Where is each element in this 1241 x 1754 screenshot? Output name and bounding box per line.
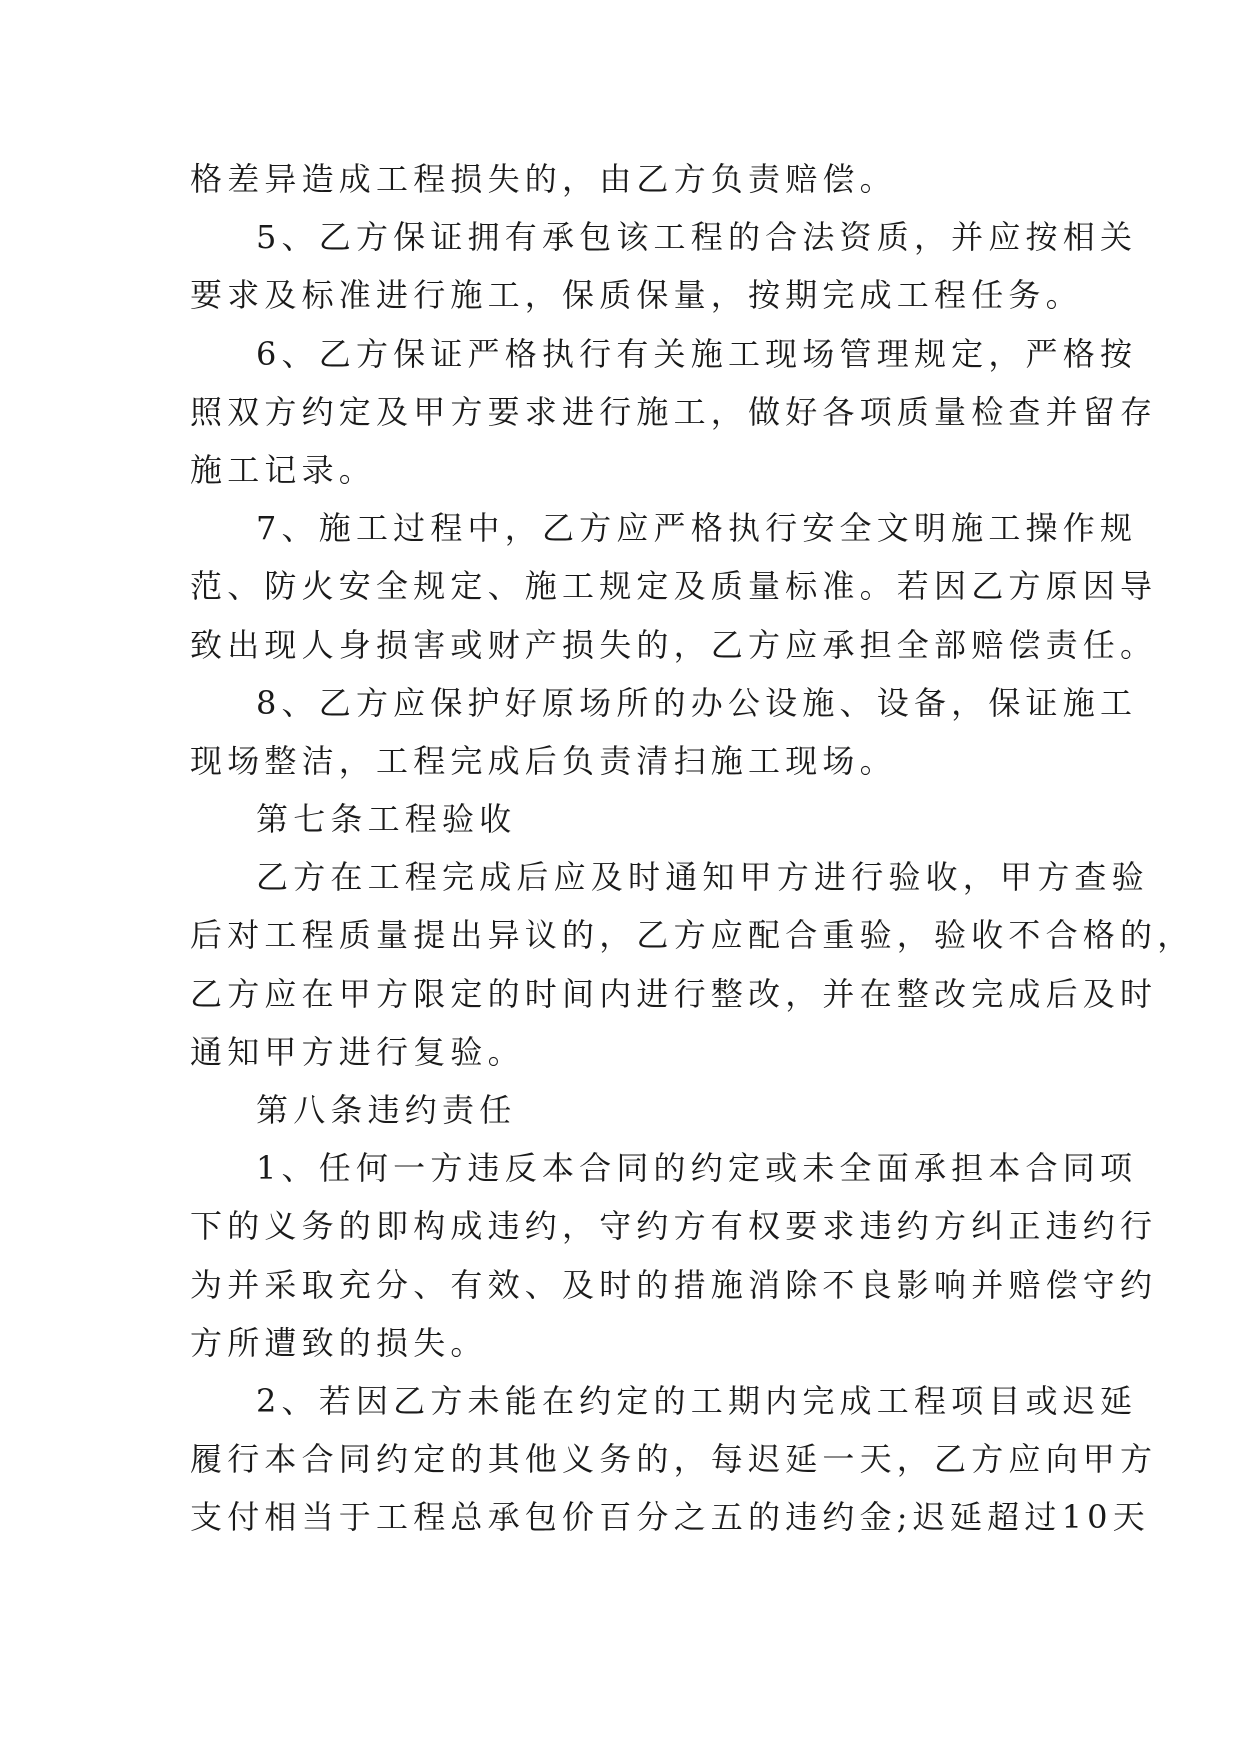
text-line: 照双方约定及甲方要求进行施工，做好各项质量检查并留存 [190,392,1158,431]
text-line: 范、防火安全规定、施工规定及质量标准。若因乙方原因导 [190,567,1158,606]
text-line: 方所遭致的损失。 [190,1323,488,1362]
text-line: 2、若因乙方未能在约定的工期内完成工程项目或迟延 [256,1381,1138,1420]
text-line: 施工记录。 [190,450,377,489]
text-line: 为并采取充分、有效、及时的措施消除不良影响并赔偿守约 [190,1265,1158,1304]
text-line: 下的义务的即构成违约，守约方有权要求违约方纠正违约行 [190,1207,1158,1246]
text-line: 1、任何一方违反本合同的约定或未全面承担本合同项 [256,1149,1138,1188]
text-line: 现场整洁，工程完成后负责清扫施工现场。 [190,741,897,780]
text-line: 5、乙方保证拥有承包该工程的合法资质，并应按相关 [256,218,1138,257]
text-line: 通知甲方进行复验。 [190,1032,525,1071]
text-line: 6、乙方保证严格执行有关施工现场管理规定，严格按 [256,334,1138,373]
text-line: 7、施工过程中，乙方应严格执行安全文明施工操作规 [256,509,1138,548]
section-heading: 第七条工程验收 [256,800,517,839]
text-line: 后对工程质量提出异议的，乙方应配合重验，验收不合格的， [190,916,1195,955]
text-line: 支付相当于工程总承包价百分之五的违约金;迟延超过10天 [190,1498,1150,1537]
text-line: 要求及标准进行施工，保质保量，按期完成工程任务。 [190,276,1083,315]
text-line: 乙方应在甲方限定的时间内进行整改，并在整改完成后及时 [190,974,1158,1013]
text-line: 8、乙方应保护好原场所的办公设施、设备，保证施工 [256,683,1138,722]
text-line: 履行本合同约定的其他义务的，每迟延一天，乙方应向甲方 [190,1440,1158,1479]
section-heading: 第八条违约责任 [256,1091,517,1129]
text-line: 致出现人身损害或财产损失的，乙方应承担全部赔偿责任。 [190,625,1158,664]
document-body [190,150,1195,1547]
text-line: 乙方在工程完成后应及时通知甲方进行验收，甲方查验 [256,858,1149,897]
text-line: 格差异造成工程损失的，由乙方负责赔偿。 [190,160,897,198]
